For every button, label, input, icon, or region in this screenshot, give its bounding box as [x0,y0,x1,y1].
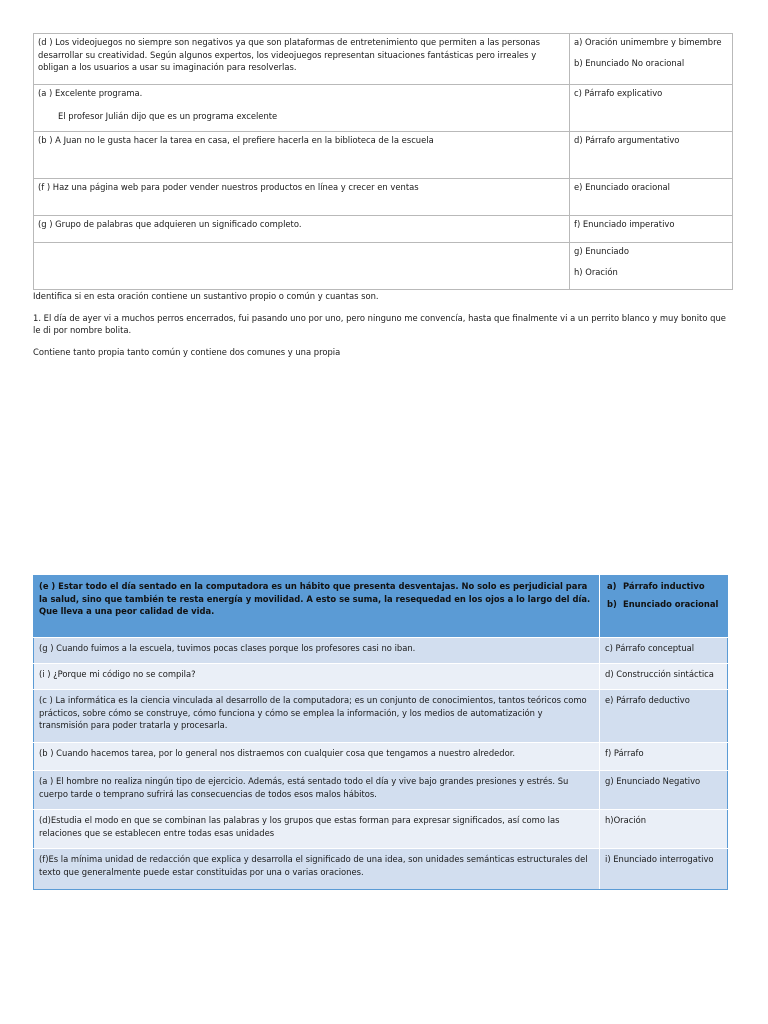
answer-option: g) Enunciado [574,246,629,256]
table-row [34,743,728,771]
table-row [34,638,728,664]
statement-cell [34,132,570,179]
answer-option: d) Párrafo argumentativo [574,135,680,145]
answer-cell [570,243,733,290]
table-row [34,179,733,216]
answer-option: b) Enunciado No oracional [574,57,685,68]
table-header-row [34,576,728,638]
statement-text: (b ) Cuando hacemos tarea, por lo general nos distraemos con cualquier cosa que tengamos a nuestro alrededor. [39,748,516,758]
table-row [34,690,728,743]
answer-cell [600,576,728,638]
statement-cell [34,243,570,290]
option-marker: b) [607,598,617,609]
statement-text: (d)Estudia el modo en que se combinan las palabras y los grupos que estas forman para expresar significados, así como las relaciones que se establecen entre todas esas unidades [39,815,560,838]
answer-option: h) Oración [574,266,618,277]
matching-table-1 [33,33,733,290]
answer-cell [600,690,728,743]
statement-cell [34,771,600,810]
table-row [34,132,733,179]
statement-cell [34,743,600,771]
answer-option: e) Párrafo deductivo [605,695,690,705]
answer-option: f) Enunciado imperativo [574,219,675,229]
statement-cell [34,34,570,85]
answer-text: Contiene tanto propia tanto común y contiene dos comunes y una propia [33,346,341,357]
exercise-text [33,290,733,367]
statement-text: (f ) Haz una página web para poder vender nuestros productos en línea y crecer en ventas [38,182,419,192]
statement-cell [34,85,570,132]
answer-cell [570,132,733,179]
answer-cell [570,85,733,132]
statement-text: (e ) Estar todo el día sentado en la computadora es un hábito que presenta desventajas. No solo es perjudicial para la salud, sino que también te resta energía y movilidad. A esto se suma, la resequedad en los ojos a lo largo del día. Que lleva a una peor calidad de vida. [39,581,591,617]
table-row [34,216,733,243]
statement-text: (c ) La informática es la ciencia vinculada al desarrollo de la computadora; es un conjunto de conocimientos, tantos teóricos como prácticos, sobre cómo se construye, cómo funciona y cómo se emplea la información, y los medios de automatización y transmisión para poder tratarla y procesarla. [39,695,587,731]
instruction-text: Identifica si en esta oración contiene un sustantivo propio o común y cuantas son. [33,291,379,301]
answer-cell [570,216,733,243]
option-text: Enunciado oracional [623,598,719,609]
statement-cell [34,216,570,243]
statement-cell [34,810,600,849]
answer-cell [600,849,728,890]
table-row [34,771,728,810]
table-row [34,849,728,890]
statement-text: (i ) ¿Porque mi código no se compila? [39,669,196,679]
statement-cell [34,664,600,690]
option-marker: a) [607,581,617,591]
answer-cell [600,810,728,849]
answer-option: c) Párrafo conceptual [605,643,695,653]
answer-option: e) Enunciado oracional [574,182,670,192]
answer-option: f) Párrafo [605,748,644,758]
answer-option [605,598,722,611]
answer-cell [600,638,728,664]
matching-table-2 [33,575,728,890]
table-row [34,34,733,85]
statement-text: (a ) Excelente programa. [38,88,143,98]
statement-text: (g ) Cuando fuimos a la escuela, tuvimos pocas clases porque los profesores casi no iban. [39,643,416,653]
statement-text: (a ) El hombre no realiza ningún tipo de ejercicio. Además, está sentado todo el día y vive bajo grandes presiones y estrés. Su cuerpo tarde o temprano sufrirá las consecuencias de todos esos malos hábitos. [39,776,569,799]
answer-option: g) Enunciado Negativo [605,776,701,786]
statement-cell [34,638,600,664]
option-text: Párrafo inductivo [623,581,705,591]
answer-cell [570,179,733,216]
answer-option: i) Enunciado interrogativo [605,854,714,864]
statement-cell [34,576,600,638]
answer-cell [600,771,728,810]
exercise-sentence: 1. El día de ayer vi a muchos perros encerrados, fui pasando uno por uno, pero ninguno me convencía, hasta que finalmente vi a un perrito blanco y muy bonito que le di por nombre bolita. [33,312,726,336]
answer-option [605,580,722,593]
table-row [34,810,728,849]
statement-text: (f)Es la mínima unidad de redacción que explica y desarrolla el significado de una idea, son unidades semánticas estructurales del texto que generalmente puede estar constituidas por una o varias oraciones. [39,854,588,877]
statement-text: El profesor Julián dijo que es un programa excelente [58,110,278,121]
statement-text: (d ) Los videojuegos no siempre son negativos ya que son plataformas de entretenimiento que permiten a las personas desarrollar su creatividad. Según algunos expertos, los videojuegos representan situaciones fantásticas pero irreales y obligan a los usuarios a usar su imaginación para resolverlas. [38,37,541,73]
answer-cell [570,34,733,85]
answer-cell [600,743,728,771]
answer-option: c) Párrafo explicativo [574,88,663,98]
statement-text: (g ) Grupo de palabras que adquieren un significado completo. [38,219,302,229]
table-row [34,664,728,690]
statement-cell [34,849,600,890]
statement-cell [34,690,600,743]
statement-cell [34,179,570,216]
answer-option: d) Construcción sintáctica [605,669,714,679]
statement-text: (b ) A Juan no le gusta hacer la tarea en casa, el prefiere hacerla en la biblioteca de la escuela [38,135,434,145]
table-row [34,243,733,290]
table-row [34,85,733,132]
answer-cell [600,664,728,690]
answer-option: a) Oración unimembre y bimembre [574,37,722,47]
answer-option: h)Oración [605,815,647,825]
